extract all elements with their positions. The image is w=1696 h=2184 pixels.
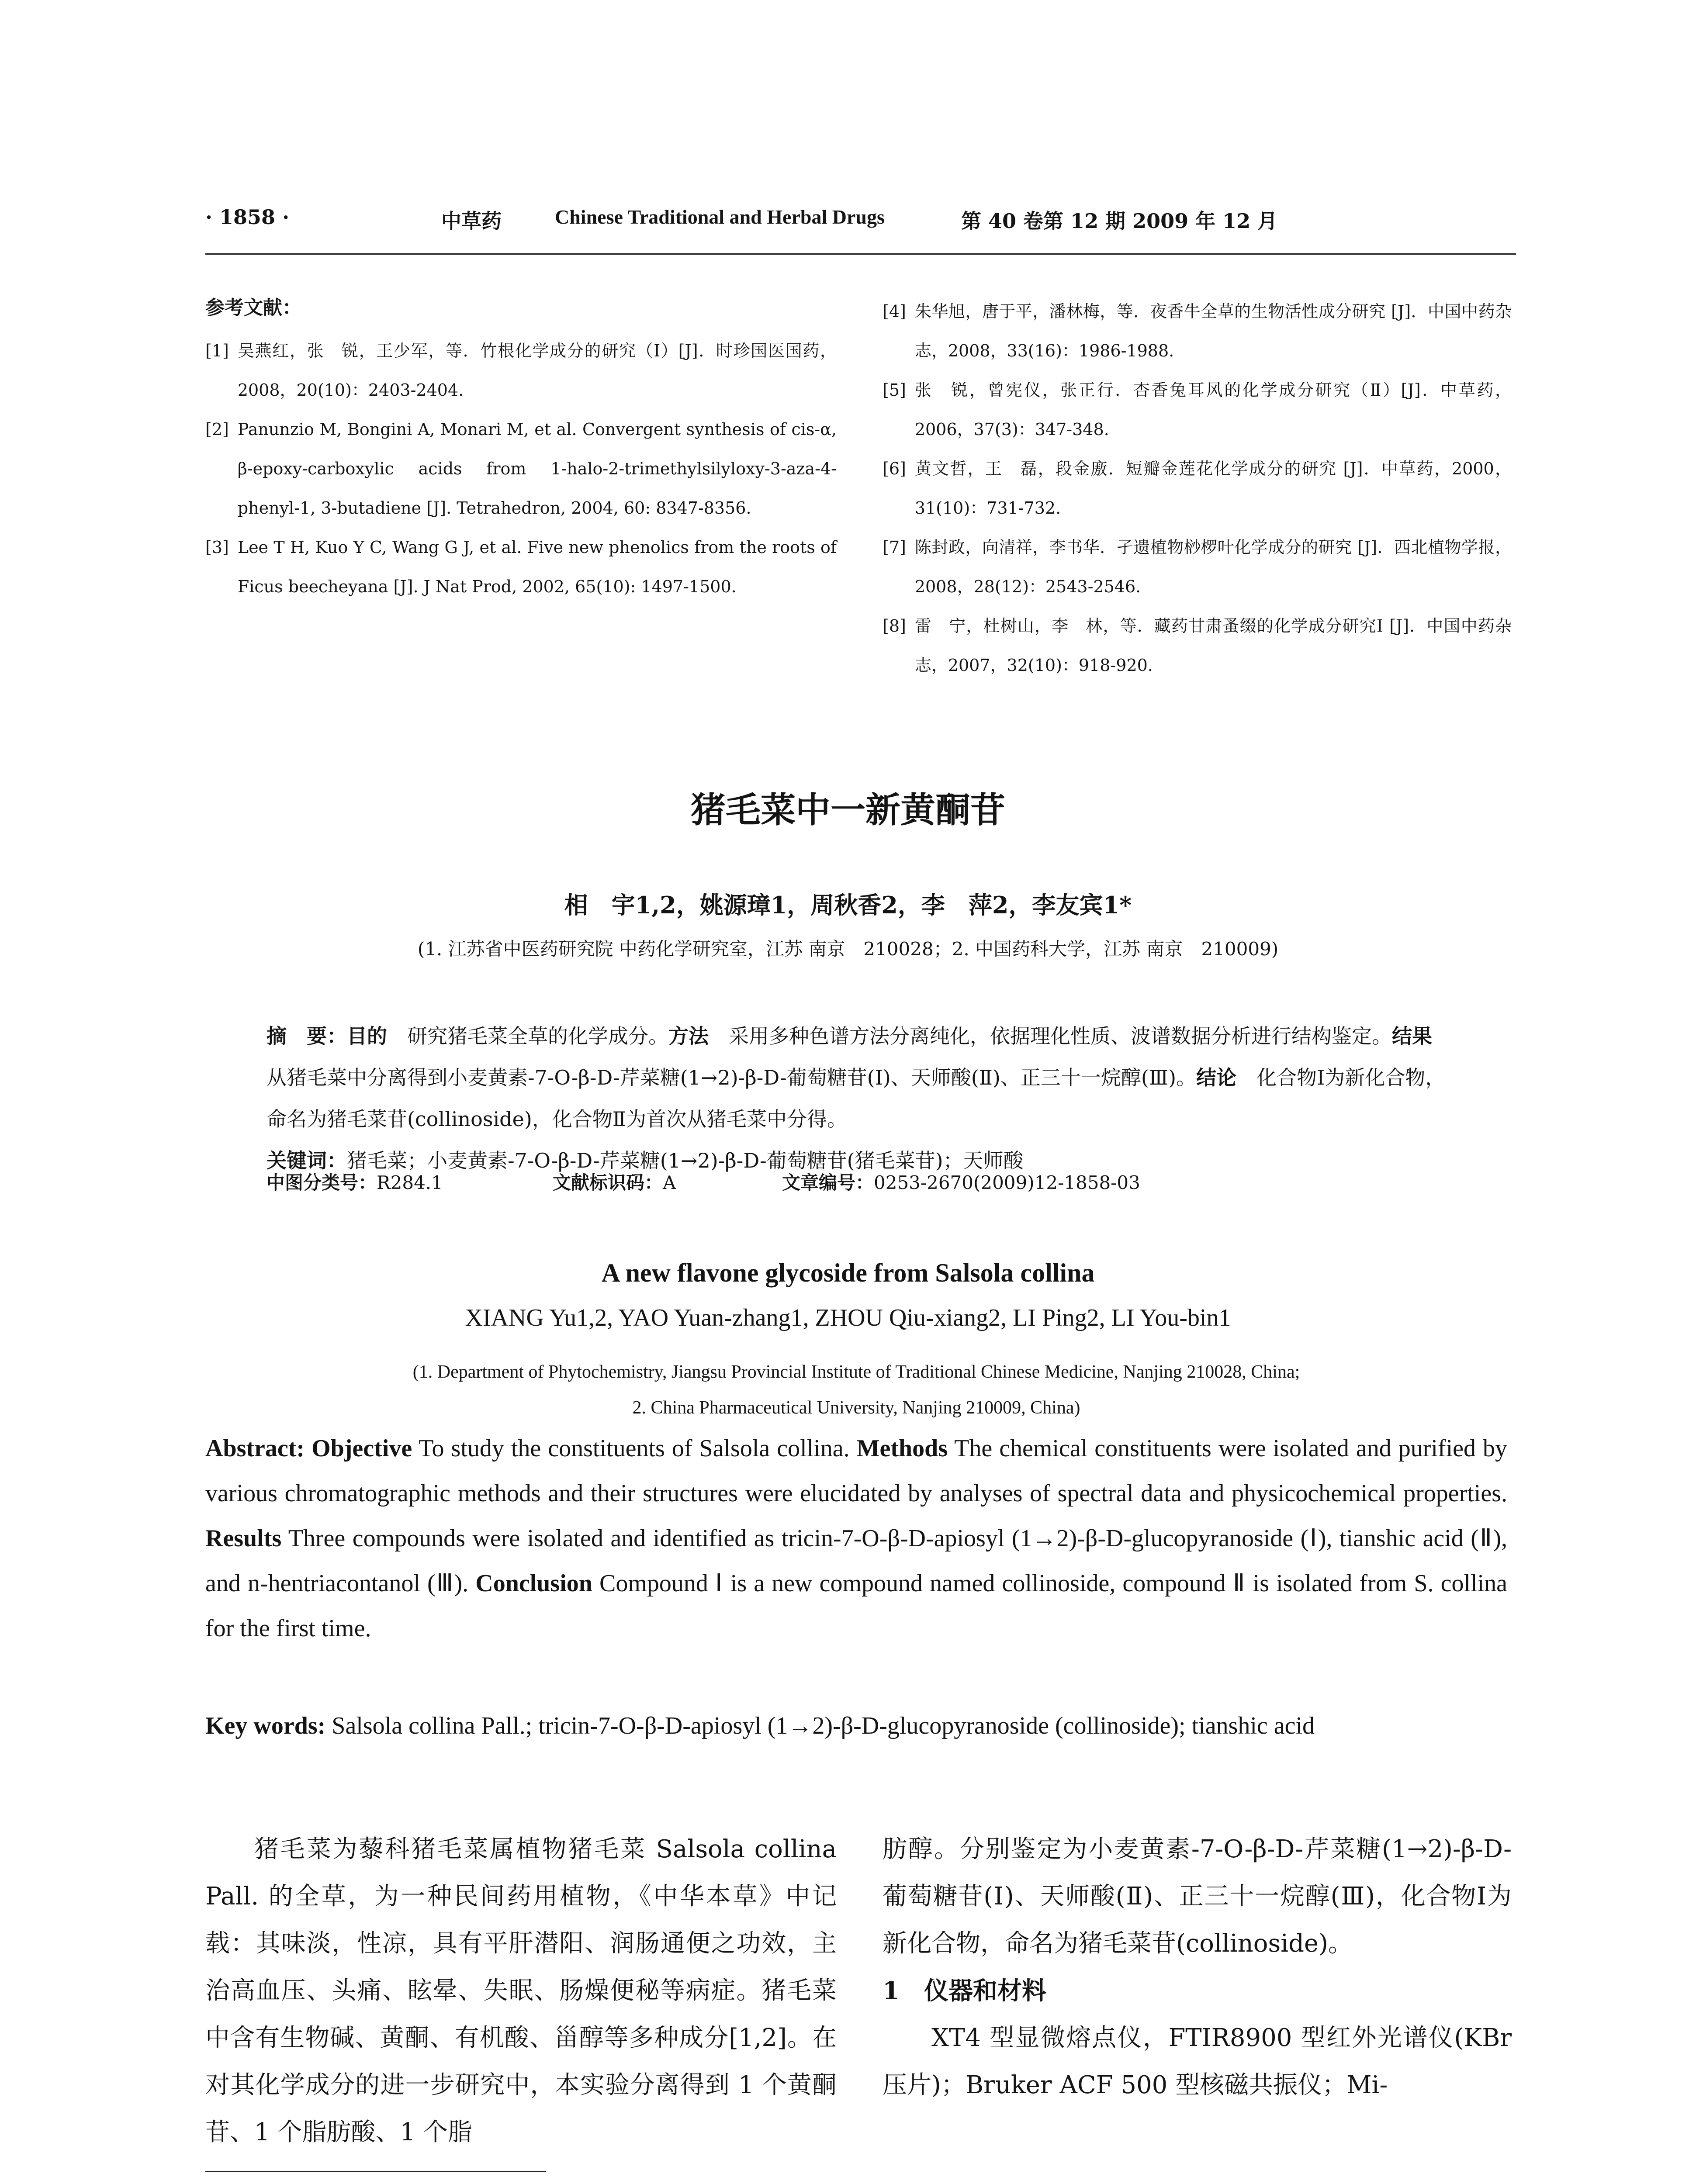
abstract-cn	[267, 1016, 1459, 1182]
affiliation-en-line-2: 2. China Pharmaceutical University, Nanjing 210009, China)	[632, 1398, 1080, 1418]
keywords-label-cn: 关键词：	[267, 1149, 347, 1172]
footnote-rule	[205, 2171, 546, 2172]
authors-cn: 相 宇1,2，姚源璋1，周秋香2，李 萍2，李友宾1*	[564, 891, 1132, 919]
body-paragraph: 猪毛菜为藜科猪毛菜属植物猪毛菜 Salsola collina Pall. 的全草，为一种民间药用植物，《中华本草》中记载：其味淡，性凉，具有平肝潜阳、润肠通便之功效，主治高血压、头痛、眩晕、失眠、肠燥便秘等病症。猪毛菜中含有生物碱、黄酮、有机酸、甾醇等多种成分[1,2]。在对其化学成分的进一步研究中，本实验分离得到 1 个黄酮苷、1 个脂肪酸、1 个脂	[205, 1835, 837, 2146]
received-date	[267, 2182, 455, 2184]
conclusion-en: Compound Ⅰ is a new compound named collinoside, compound Ⅱ is isolated from S. collina for the first time.	[205, 1570, 1508, 1642]
authors-en: XIANG Yu1,2, YAO Yuan-zhang1, ZHOU Qiu-xiang2, LI Ping2, LI You-bin1	[465, 1304, 1231, 1331]
body-right-column	[883, 1826, 1512, 2109]
abstract-label-en: Abstract:	[205, 1435, 305, 1462]
body-left-column	[205, 1826, 837, 2156]
methods-label-en: Methods	[856, 1435, 948, 1462]
keywords-en: Salsola collina Pall.; tricin-7-O-β-D-apiosyl (1→2)-β-D-glucopyranoside (collinoside); tianshic acid	[332, 1712, 1315, 1739]
abstract-label-cn: 摘 要：	[267, 1024, 347, 1048]
header-rule	[205, 253, 1516, 255]
abstract-results-label-cn: 结果	[1392, 1024, 1432, 1048]
article-title-cn: 猪毛菜中一新黄酮苷	[691, 790, 1005, 830]
affiliation-cn: (1. 江苏省中医药研究院 中药化学研究室，江苏 南京 210028；2. 中国药科大学，江苏 南京 210009)	[417, 938, 1279, 960]
conclusion-label-en: Conclusion	[475, 1570, 592, 1597]
affiliation-en-line-1: (1. Department of Phytochemistry, Jiangsu Provincial Institute of Traditional Chinese Medicine, Nanjing 210028, China;	[412, 1362, 1300, 1382]
references-left-column	[205, 331, 837, 606]
methods-en: The chemical constituents were isolated and purified by various chromatographic methods and their structures were elucidated by analyses of spectral data and physicochemical properties.	[205, 1435, 1507, 1507]
keywords-label-en: Key words:	[205, 1712, 326, 1739]
objective-label-en: Objective	[312, 1435, 412, 1462]
references-title: 参考文献：	[205, 297, 301, 319]
abstract-conclusion-label-cn: 结论	[1196, 1066, 1237, 1089]
reference-item: [8] 雷 宁，杜树山，李 林，等．藏药甘肃蚤缀的化学成分研究Ⅰ [J]．中国中药杂志，2007，32(10)：918-920.	[883, 616, 1512, 675]
abstract-en	[205, 1426, 1507, 1651]
abstract-results-cn: 从猪毛菜中分离得到小麦黄素-7-O-β-D-芹菜糖(1→2)-β-D-葡萄糖苷(Ⅰ)、天师酸(Ⅱ)、正三十一烷醇(Ⅲ)。	[267, 1066, 1197, 1089]
journal-name-en: Chinese Traditional and Herbal Drugs	[555, 206, 885, 228]
reference-item: [7] 陈封政，向清祥，李书华．孑遗植物桫椤叶化学成分的研究 [J]．西北植物学报，2008，28(12)：2543-2546.	[883, 538, 1512, 596]
abstract-methods-cn: 采用多种色谱方法分离纯化，依据理化性质、波谱数据分析进行结构鉴定。	[729, 1024, 1392, 1048]
reference-item: [5] 张 锐，曾宪仪，张正行．杏香兔耳风的化学成分研究（Ⅱ）[J]．中草药，2006，37(3)：347-348.	[883, 380, 1512, 439]
article-number: 文章编号：0253-2670(2009)12-1858-03	[782, 1172, 1140, 1193]
body-paragraph: 肪醇。分别鉴定为小麦黄素-7-O-β-D-芹菜糖(1→2)-β-D-葡萄糖苷(Ⅰ)、天师酸(Ⅱ)、正三十一烷醇(Ⅲ)，化合物Ⅰ为新化合物，命名为猪毛菜苷(collinoside)。	[883, 1835, 1512, 1958]
reference-item: [4] 朱华旭，唐于平，潘林梅，等．夜香牛全草的生物活性成分研究 [J]．中国中药杂志，2008，33(16)：1986-1988.	[883, 302, 1512, 360]
journal-name-cn: 中草药	[441, 209, 502, 233]
reference-item: [1] 吴燕红，张 锐，王少军，等．竹根化学成分的研究（Ⅰ）[J]．时珍国医国药，2008，20(10)：2403-2404.	[205, 341, 837, 400]
references-right-column	[883, 292, 1512, 685]
issue-info: 第 40 卷第 12 期 2009 年 12 月	[961, 209, 1278, 233]
reference-item: [2] Panunzio M, Bongini A, Monari M, et al. Convergent synthesis of cis-α, β-epoxy-carboxylic acids from 1-halo-2-trimethylsilyloxy-3-aza-4-phenyl-1, 3-butadiene [J]. Tetrahedron, 2004, 60: 8347-8356.	[205, 420, 837, 518]
abstract-conclusion-cn: 化合物Ⅰ为新化合物，命名为猪毛菜苷(collinoside)，化合物Ⅱ为首次从猪毛菜中分得。	[267, 1066, 1446, 1131]
page-number: · 1858 ·	[205, 205, 290, 229]
clc-number: 中图分类号：R284.1	[267, 1172, 443, 1193]
keywords-en-block	[205, 1704, 1507, 1749]
objective-en: To study the constituents of Salsola collina.	[419, 1435, 850, 1462]
body-paragraph: XT4 型显微熔点仪，FTIR8900 型红外光谱仪(KBr 压片)；Bruker ACF 500 型核磁共振仪；Mi-	[883, 2024, 1512, 2099]
abstract-objective-cn: 研究猪毛菜全草的化学成分。	[407, 1024, 668, 1048]
abstract-objective-label-cn: 目的	[347, 1024, 387, 1048]
reference-item: [3] Lee T H, Kuo Y C, Wang G J, et al. Five new phenolics from the roots of Ficus beecheyana [J]. J Nat Prod, 2002, 65(10): 1497-1500.	[205, 538, 837, 596]
reference-item: [6] 黄文哲，王 磊，段金廒．短瓣金莲花化学成分的研究 [J]．中草药，2000，31(10)：731-732.	[883, 459, 1512, 518]
article-title-en: A new flavone glycoside from Salsola collina	[601, 1258, 1095, 1287]
affiliation-en	[205, 1354, 1507, 1426]
results-label-en: Results	[205, 1525, 282, 1552]
keywords-cn: 猪毛菜；小麦黄素-7-O-β-D-芹菜糖(1→2)-β-D-葡萄糖苷(猪毛菜苷)；天师酸	[347, 1149, 1024, 1172]
section-heading: 1 仪器和材料	[883, 1977, 1046, 2005]
abstract-methods-label-cn: 方法	[668, 1024, 709, 1048]
document-code: 文献标识码：A	[553, 1172, 676, 1193]
results-en: Three compounds were isolated and identified as tricin-7-O-β-D-apiosyl (1→2)-β-D-glucopyranoside (Ⅰ), tianshic acid (Ⅱ), and n-hentriacontanol (Ⅲ).	[205, 1525, 1507, 1597]
